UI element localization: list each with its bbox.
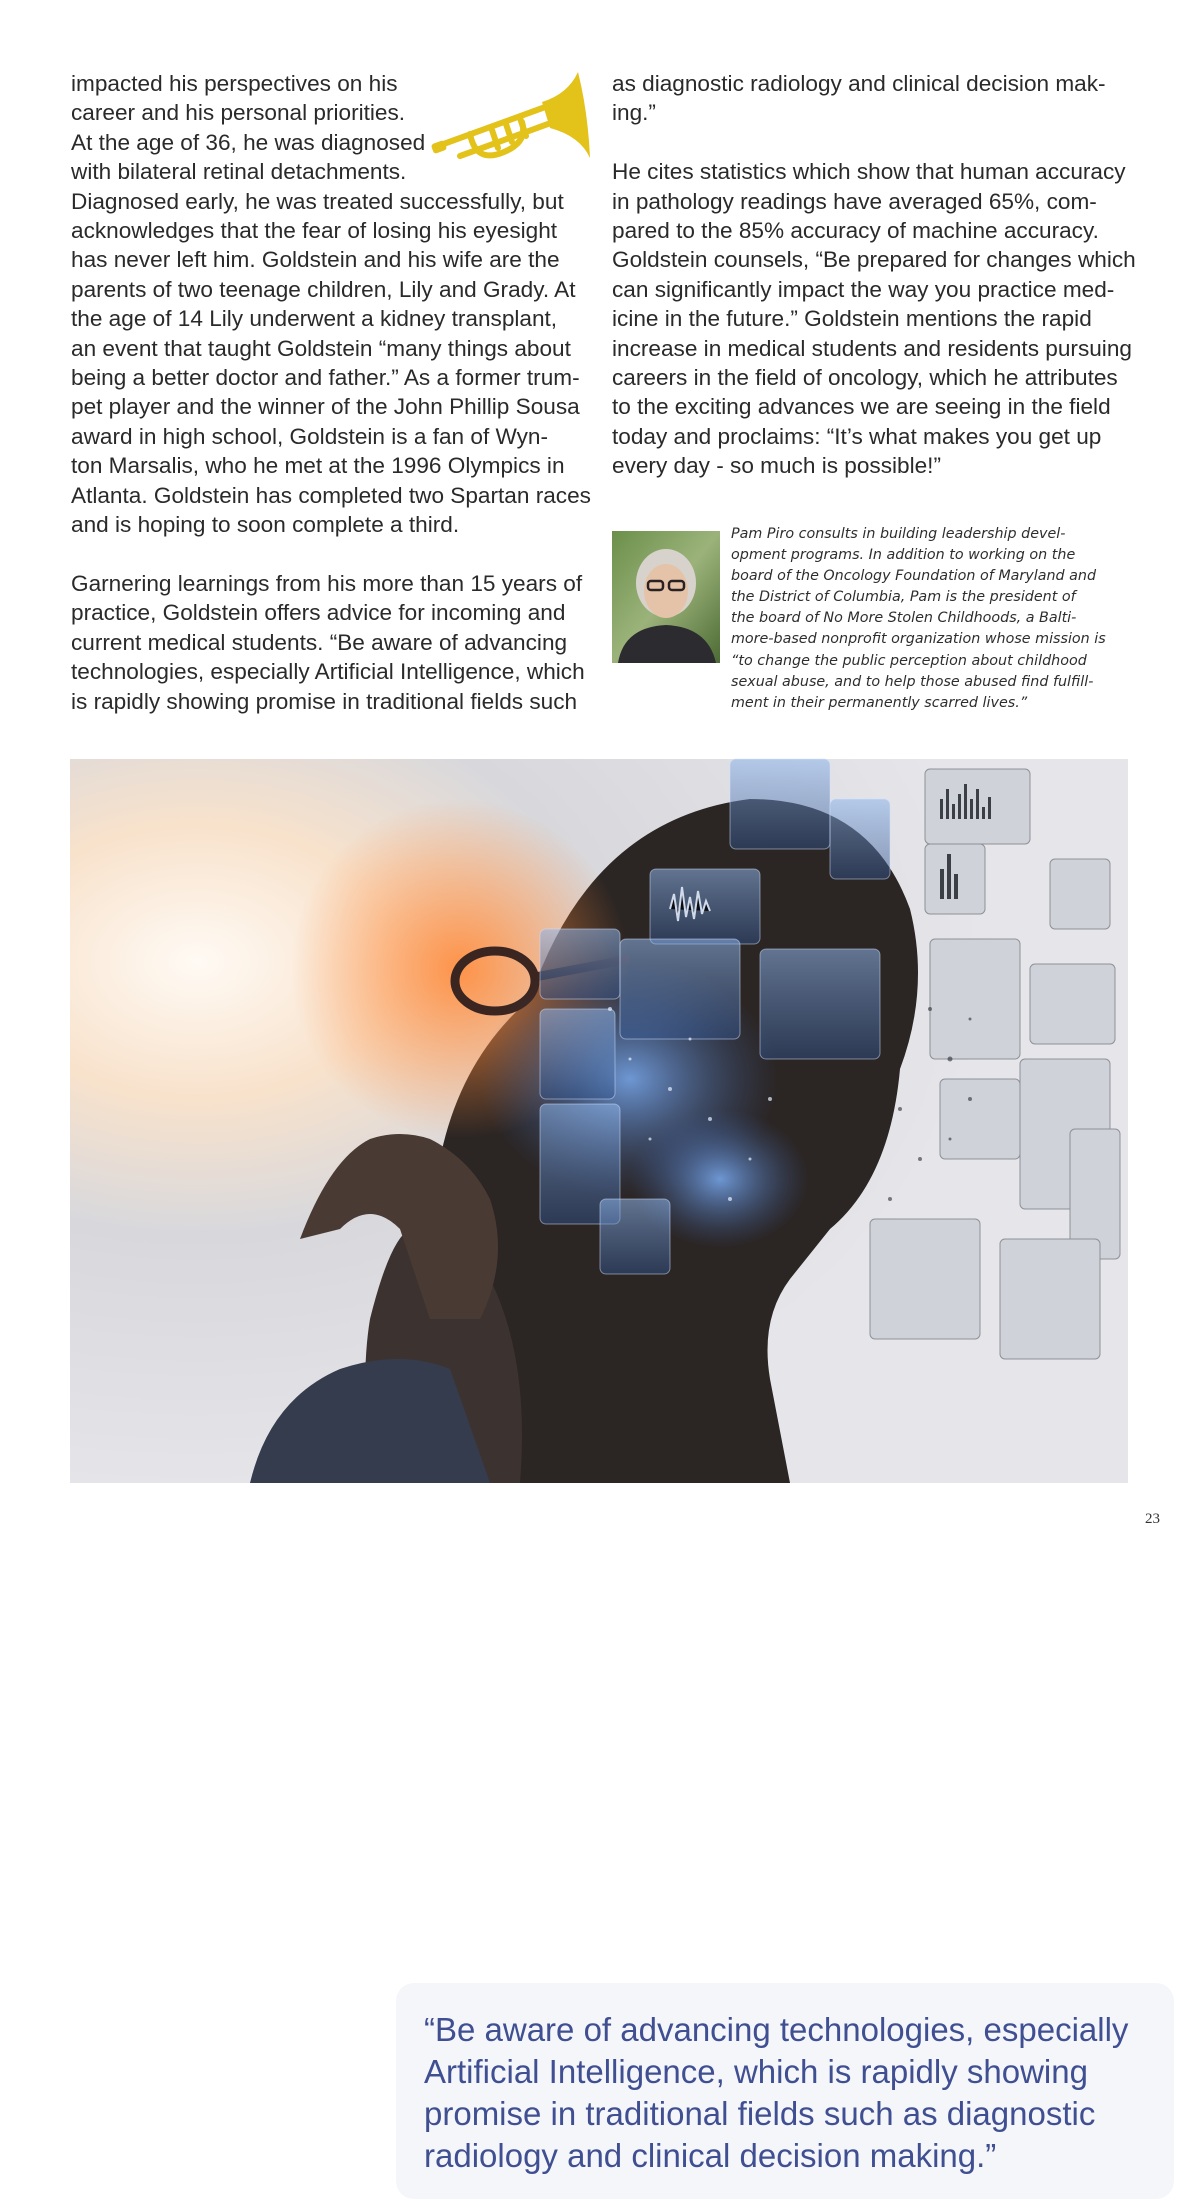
article-text-line: award in high school, Goldstein is a fan of Wyn- bbox=[71, 423, 549, 449]
article-text-line: every day - so much is possible!” bbox=[612, 453, 941, 479]
article-text-line: Atlanta. Goldstein has completed two Spartan races bbox=[71, 482, 591, 508]
article-text-line: ton Marsalis, who he met at the 1996 Olympics in bbox=[71, 453, 565, 479]
pull-quote-line: radiology and clinical decision making.” bbox=[424, 2137, 997, 2174]
trumpet-icon bbox=[430, 66, 594, 174]
article-text-line: pet player and the winner of the John Phillip Sousa bbox=[71, 394, 580, 420]
article-text-line: careers in the field of oncology, which he attributes bbox=[612, 365, 1118, 391]
article-text-line: has never left him. Goldstein and his wife are the bbox=[71, 247, 560, 273]
paragraph-break bbox=[71, 540, 586, 569]
bio-text-line: ment in their permanently scarred lives.” bbox=[731, 694, 1028, 711]
ai-head-illustration bbox=[70, 759, 1128, 1483]
bio-text-line: the board of No More Stolen Childhoods, a Balti- bbox=[731, 610, 1077, 627]
article-text-line: career and his personal priorities. bbox=[71, 100, 406, 126]
article-text-line: in pathology readings have averaged 65%, com- bbox=[612, 188, 1097, 214]
article-text-line: with bilateral retinal detachments. bbox=[71, 159, 407, 185]
article-text-line: and is hoping to soon complete a third. bbox=[71, 512, 460, 538]
article-text-line: the age of 14 Lily underwent a kidney transplant, bbox=[71, 306, 558, 332]
author-bio bbox=[731, 524, 1131, 714]
article-text-line: He cites statistics which show that human accuracy bbox=[612, 159, 1126, 185]
author-photo bbox=[612, 531, 720, 663]
article-right-column bbox=[612, 69, 1136, 481]
article-text-line: current medical students. “Be aware of advancing bbox=[71, 629, 568, 655]
bio-text-line: board of the Oncology Foundation of Maryland and bbox=[731, 568, 1097, 585]
bio-text-line: more-based nonprofit organization whose mission is bbox=[731, 631, 1106, 648]
article-text-line: an event that taught Goldstein “many things about bbox=[71, 335, 571, 361]
article-text-line: Garnering learnings from his more than 15 years of bbox=[71, 570, 583, 596]
article-text-line: icine in the future.” Goldstein mentions the rapid bbox=[612, 306, 1092, 332]
bio-text-line: opment programs. In addition to working on the bbox=[731, 547, 1076, 564]
paragraph-break bbox=[612, 128, 1132, 157]
article-text-line: parents of two teenage children, Lily and Grady. At bbox=[71, 276, 576, 302]
article-text-line: practice, Goldstein offers advice for incoming and bbox=[71, 600, 566, 626]
article-text-line: increase in medical students and residents pursuing bbox=[612, 335, 1132, 361]
article-text-line: impacted his perspectives on his bbox=[71, 71, 398, 96]
article-text-line: pared to the 85% accuracy of machine accuracy. bbox=[612, 218, 1099, 244]
article-text-line: is rapidly showing promise in traditional fields such bbox=[71, 688, 578, 714]
pull-quote-line: promise in traditional fields such as diagnostic bbox=[424, 2095, 1096, 2132]
article-text-line: can significantly impact the way you practice med- bbox=[612, 276, 1115, 302]
pull-quote-line: Artificial Intelligence, which is rapidly showing bbox=[424, 2053, 1088, 2090]
bio-text-line: the District of Columbia, Pam is the president of bbox=[731, 589, 1076, 606]
article-text-line: Goldstein counsels, “Be prepared for changes which bbox=[612, 247, 1136, 273]
article-text-line: ing.” bbox=[612, 100, 656, 126]
page-number: 23 bbox=[1145, 1511, 1160, 1527]
article-text-line: At the age of 36, he was diagnosed bbox=[71, 129, 426, 155]
article-text-line: to the exciting advances we are seeing in the field bbox=[612, 394, 1111, 420]
article-text-line: technologies, especially Artificial Intelligence, which bbox=[71, 659, 585, 685]
article-text-line: Diagnosed early, he was treated successfully, but bbox=[71, 188, 564, 214]
bio-text-line: “to change the public perception about childhood bbox=[731, 652, 1087, 669]
pull-quote-line: “Be aware of advancing technologies, especially bbox=[424, 2011, 1129, 2048]
article-text-line: acknowledges that the fear of losing his eyesight bbox=[71, 218, 558, 244]
hero-image bbox=[70, 759, 1129, 2174]
bio-text-line: Pam Piro consults in building leadership devel- bbox=[731, 526, 1066, 542]
pull-quote bbox=[396, 1983, 1174, 2199]
bio-text-line: sexual abuse, and to help those abused find fulfill- bbox=[731, 673, 1094, 690]
article-text-line: as diagnostic radiology and clinical decision mak- bbox=[612, 71, 1106, 96]
article-text-line: being a better doctor and father.” As a former trum- bbox=[71, 365, 580, 391]
article-text-line: today and proclaims: “It’s what makes you get up bbox=[612, 423, 1102, 449]
